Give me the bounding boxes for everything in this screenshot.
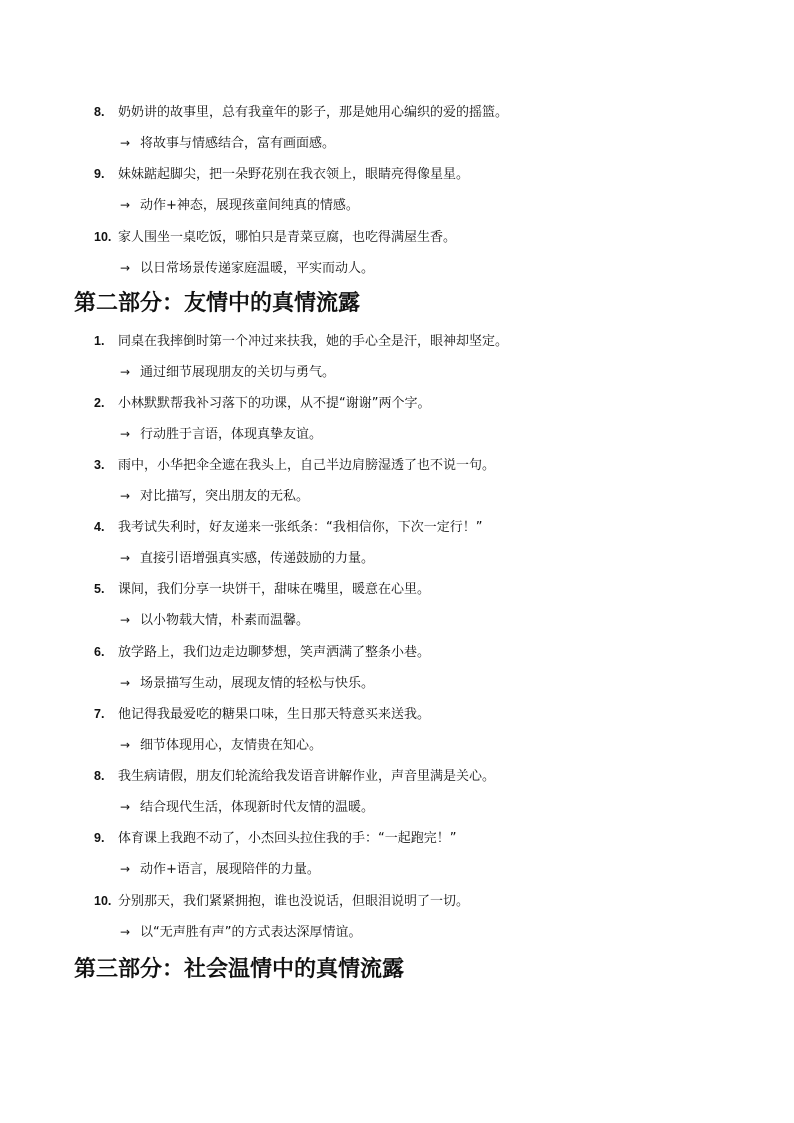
list-item [94, 393, 714, 413]
list-item [94, 227, 714, 247]
item-number: 10. [94, 230, 112, 244]
item-number: 10. [94, 894, 112, 908]
item-note [120, 133, 720, 153]
list-item [94, 164, 714, 184]
item-number: 4. [94, 520, 105, 534]
item-note [120, 362, 720, 382]
item-note [120, 610, 720, 630]
item-text: 课间，我们分享一块饼干，甜味在嘴里，暖意在心里。 [118, 582, 431, 597]
item-number: 9. [94, 831, 105, 845]
arrow-icon: → [120, 427, 131, 441]
item-text: 小林默默帮我补习落下的功课，从不提“谢谢”两个字。 [118, 396, 431, 411]
item-text: 放学路上，我们边走边聊梦想，笑声洒满了整条小巷。 [118, 645, 431, 660]
item-number: 8. [94, 769, 105, 783]
arrow-icon: → [120, 613, 131, 627]
item-text: 分别那天，我们紧紧拥抱，谁也没说话，但眼泪说明了一切。 [118, 894, 470, 909]
item-note-text: 以日常场景传递家庭温暖，平实而动人。 [140, 261, 375, 276]
arrow-icon: → [120, 551, 131, 565]
item-text: 妹妹踮起脚尖，把一朵野花别在我衣领上，眼睛亮得像星星。 [118, 167, 470, 182]
list-item [94, 828, 714, 848]
arrow-icon: → [120, 261, 131, 275]
item-note-text: 对比描写，突出朋友的无私。 [140, 489, 310, 504]
item-note-text: 细节体现用心，友情贵在知心。 [140, 738, 323, 753]
item-text: 家人围坐一桌吃饭，哪怕只是青菜豆腐，也吃得满屋生香。 [118, 230, 457, 245]
item-note [120, 735, 720, 755]
section-heading: 第二部分：友情中的真情流露 [74, 290, 361, 316]
item-text: 雨中，小华把伞全遮在我头上，自己半边肩膀湿透了也不说一句。 [118, 458, 496, 473]
item-text: 我生病请假，朋友们轮流给我发语音讲解作业，声音里满是关心。 [118, 769, 496, 784]
arrow-icon: → [120, 489, 131, 503]
item-text: 他记得我最爱吃的糖果口味，生日那天特意买来送我。 [118, 707, 431, 722]
item-text: 我考试失利时，好友递来一张纸条：“我相信你，下次一定行！” [118, 520, 483, 535]
item-number: 8. [94, 105, 105, 119]
item-note-text: 行动胜于言语，体现真挚友谊。 [140, 427, 323, 442]
item-note-text: 以“无声胜有声”的方式表达深厚情谊。 [140, 925, 362, 940]
list-item [94, 517, 714, 537]
item-text: 奶奶讲的故事里，总有我童年的影子，那是她用心编织的爱的摇篮。 [118, 105, 509, 120]
arrow-icon: → [120, 862, 131, 876]
item-note [120, 922, 720, 942]
list-item [94, 331, 714, 351]
list-item [94, 642, 714, 662]
item-note-text: 直接引语增强真实感，传递鼓励的力量。 [140, 551, 375, 566]
item-number: 3. [94, 458, 105, 472]
item-note-text: 动作+神态，展现孩童间纯真的情感。 [140, 198, 359, 213]
section-heading: 第三部分：社会温情中的真情流露 [74, 956, 405, 982]
list-item [94, 704, 714, 724]
item-note [120, 424, 720, 444]
item-note-text: 动作+语言，展现陪伴的力量。 [140, 862, 320, 877]
item-note-text: 将故事与情感结合，富有画面感。 [140, 136, 336, 151]
item-note [120, 859, 720, 879]
arrow-icon: → [120, 198, 131, 212]
item-number: 5. [94, 582, 105, 596]
list-item [94, 766, 714, 786]
arrow-icon: → [120, 925, 131, 939]
item-text: 同桌在我摔倒时第一个冲过来扶我，她的手心全是汗，眼神却坚定。 [118, 334, 509, 349]
arrow-icon: → [120, 676, 131, 690]
item-number: 1. [94, 334, 105, 348]
item-text: 体育课上我跑不动了，小杰回头拉住我的手：“一起跑完！” [118, 831, 457, 846]
list-item [94, 102, 714, 122]
item-note [120, 548, 720, 568]
item-note [120, 673, 720, 693]
list-item [94, 579, 714, 599]
item-note-text: 结合现代生活，体现新时代友情的温暖。 [140, 800, 375, 815]
arrow-icon: → [120, 136, 131, 150]
item-number: 6. [94, 645, 105, 659]
item-note [120, 797, 720, 817]
item-number: 2. [94, 396, 105, 410]
item-note [120, 195, 720, 215]
item-note [120, 486, 720, 506]
list-item [94, 455, 714, 475]
item-note [120, 258, 720, 278]
item-note-text: 场景描写生动，展现友情的轻松与快乐。 [140, 676, 375, 691]
arrow-icon: → [120, 800, 131, 814]
item-note-text: 以小物载大情，朴素而温馨。 [140, 613, 310, 628]
item-number: 7. [94, 707, 105, 721]
item-note-text: 通过细节展现朋友的关切与勇气。 [140, 365, 336, 380]
list-item [94, 891, 714, 911]
arrow-icon: → [120, 738, 131, 752]
arrow-icon: → [120, 365, 131, 379]
item-number: 9. [94, 167, 105, 181]
